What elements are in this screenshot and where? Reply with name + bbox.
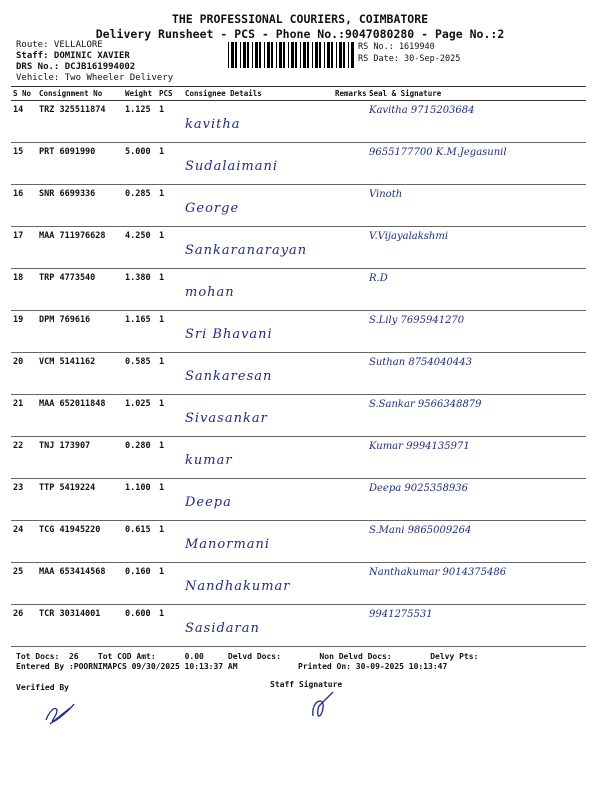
row-consignment-no: MAA 653414568 (37, 563, 123, 605)
row-consignee-handwriting: Sankaresan (185, 369, 273, 384)
row-consignee (183, 185, 333, 227)
table-row (11, 227, 586, 269)
table-row (11, 101, 586, 143)
row-remarks (333, 521, 367, 563)
row-pcs: 1 (157, 185, 183, 227)
row-weight: 5.000 (123, 143, 157, 185)
row-consignment-no: DPM 769616 (37, 311, 123, 353)
verified-by-label: Verified By (16, 683, 69, 692)
row-signature-handwriting: R.D (369, 273, 388, 284)
row-weight: 0.585 (123, 353, 157, 395)
row-weight: 1.100 (123, 479, 157, 521)
table-row (11, 353, 586, 395)
table-row (11, 437, 586, 479)
row-signature (367, 269, 586, 311)
row-signature (367, 479, 586, 521)
row-signature-handwriting: 9941275531 (369, 609, 433, 620)
table-row (11, 479, 586, 521)
totals-line: Tot Docs: 26 Tot COD Amt: 0.00 Delvd Docs: Non Delvd Docs: Delvy Pts: (16, 652, 479, 661)
row-pcs: 1 (157, 143, 183, 185)
row-sno: 26 (11, 605, 37, 647)
row-consignee (183, 353, 333, 395)
row-consignee (183, 521, 333, 563)
table-row (11, 395, 586, 437)
row-sno: 14 (11, 101, 37, 143)
row-weight: 0.160 (123, 563, 157, 605)
row-weight: 1.165 (123, 311, 157, 353)
row-signature (367, 185, 586, 227)
row-signature-handwriting: S.Mani 9865009264 (369, 525, 472, 536)
table-row (11, 143, 586, 185)
row-consignment-no: PRT 6091990 (37, 143, 123, 185)
row-signature-handwriting: S.Sankar 9566348879 (369, 399, 482, 410)
row-remarks (333, 269, 367, 311)
row-consignment-no: TRZ 325511874 (37, 101, 123, 143)
row-consignment-no: TNJ 173907 (37, 437, 123, 479)
col-weight: Weight (123, 87, 157, 101)
drs-number: DRS No.: DCJB161994002 (16, 62, 136, 72)
row-consignee-handwriting: Sudalaimani (185, 159, 279, 174)
row-sno: 22 (11, 437, 37, 479)
row-consignee-handwriting: kumar (185, 453, 233, 468)
document-subtitle: Delivery Runsheet - PCS - Phone No.:9047080280 - Page No.:2 (95, 27, 505, 41)
col-remarks: Remarks (333, 87, 367, 101)
row-signature (367, 143, 586, 185)
row-signature (367, 227, 586, 269)
table-row (11, 521, 586, 563)
row-consignee-handwriting: kavitha (185, 117, 241, 132)
row-signature-handwriting: Suthan 8754040443 (369, 357, 472, 368)
row-sno: 18 (11, 269, 37, 311)
row-consignee (183, 563, 333, 605)
row-weight: 0.600 (123, 605, 157, 647)
row-consignee (183, 479, 333, 521)
row-remarks (333, 143, 367, 185)
row-pcs: 1 (157, 479, 183, 521)
row-remarks (333, 395, 367, 437)
row-sno: 21 (11, 395, 37, 437)
row-consignment-no: TCR 30314001 (37, 605, 123, 647)
row-sno: 23 (11, 479, 37, 521)
row-consignment-no: VCM 5141162 (37, 353, 123, 395)
row-sno: 20 (11, 353, 37, 395)
table-row (11, 269, 586, 311)
row-weight: 4.250 (123, 227, 157, 269)
row-remarks (333, 311, 367, 353)
row-consignee-handwriting: Sasidaran (185, 621, 260, 636)
row-sno: 17 (11, 227, 37, 269)
row-sno: 19 (11, 311, 37, 353)
row-pcs: 1 (157, 437, 183, 479)
row-signature-handwriting: Kavitha 9715203684 (369, 105, 475, 116)
row-signature-handwriting: Nanthakumar 9014375486 (369, 567, 507, 578)
col-signature: Seal & Signature (367, 87, 586, 101)
row-signature (367, 311, 586, 353)
row-remarks (333, 101, 367, 143)
row-signature-handwriting: 9655177700 K.M.Jegasunil (369, 147, 507, 158)
row-signature (367, 521, 586, 563)
table-row (11, 563, 586, 605)
row-consignee (183, 437, 333, 479)
table-row (11, 185, 586, 227)
row-sno: 25 (11, 563, 37, 605)
col-pcs: PCS (157, 87, 183, 101)
row-weight: 0.285 (123, 185, 157, 227)
row-consignee (183, 605, 333, 647)
row-consignee-handwriting: Sankaranarayan (185, 243, 308, 258)
row-pcs: 1 (157, 101, 183, 143)
document-title: THE PROFESSIONAL COURIERS, COIMBATORE (171, 12, 429, 26)
row-consignee-handwriting: George (185, 201, 240, 216)
row-consignment-no: MAA 652011848 (37, 395, 123, 437)
row-remarks (333, 353, 367, 395)
table-header-row (11, 87, 586, 101)
row-remarks (333, 227, 367, 269)
row-sno: 24 (11, 521, 37, 563)
row-remarks (333, 185, 367, 227)
row-pcs: 1 (157, 521, 183, 563)
row-weight: 0.615 (123, 521, 157, 563)
col-consignee: Consignee Details (183, 87, 333, 101)
row-weight: 1.125 (123, 101, 157, 143)
staff-label: Staff: DOMINIC XAVIER (16, 51, 130, 61)
row-weight: 0.280 (123, 437, 157, 479)
row-consignment-no: TRP 4773540 (37, 269, 123, 311)
row-consignment-no: TCG 41945220 (37, 521, 123, 563)
row-remarks (333, 479, 367, 521)
staff-signature-mark (305, 690, 345, 720)
col-consignment: Consignment No (37, 87, 123, 101)
row-pcs: 1 (157, 605, 183, 647)
row-consignee-handwriting: Manormani (185, 537, 271, 552)
row-pcs: 1 (157, 227, 183, 269)
route-label: Route: VELLALORE (16, 40, 103, 50)
row-pcs: 1 (157, 563, 183, 605)
row-consignee (183, 101, 333, 143)
row-signature-handwriting: Kumar 9994135971 (369, 441, 470, 452)
entered-by: Entered By :POORNIMAPCS 09/30/2025 10:13:37 AM (16, 662, 238, 671)
row-signature (367, 395, 586, 437)
row-signature (367, 605, 586, 647)
barcode (228, 42, 354, 68)
row-consignee (183, 227, 333, 269)
row-consignee (183, 395, 333, 437)
printed-on: Printed On: 30-09-2025 10:13:47 (298, 662, 448, 671)
row-pcs: 1 (157, 269, 183, 311)
row-consignee-handwriting: Sivasankar (185, 411, 268, 426)
row-sno: 15 (11, 143, 37, 185)
row-pcs: 1 (157, 311, 183, 353)
row-weight: 1.380 (123, 269, 157, 311)
row-signature-handwriting: S.Lily 7695941270 (369, 315, 465, 326)
row-weight: 1.025 (123, 395, 157, 437)
row-consignment-no: MAA 711976628 (37, 227, 123, 269)
row-signature (367, 437, 586, 479)
row-pcs: 1 (157, 395, 183, 437)
row-consignee-handwriting: mohan (185, 285, 235, 300)
row-consignee (183, 269, 333, 311)
rs-number: RS No.: 1619940 (358, 42, 435, 52)
row-signature-handwriting: Deepa 9025358936 (369, 483, 469, 494)
staff-signature-label: Staff Signature (270, 680, 343, 689)
runsheet-table (11, 86, 586, 647)
row-consignment-no: TTP 5419224 (37, 479, 123, 521)
row-consignee-handwriting: Nandhakumar (185, 579, 291, 594)
row-consignee-handwriting: Sri Bhavani (185, 327, 273, 342)
row-consignee (183, 143, 333, 185)
rs-date: RS Date: 30-Sep-2025 (358, 54, 461, 64)
row-remarks (333, 605, 367, 647)
row-pcs: 1 (157, 353, 183, 395)
row-consignment-no: SNR 6699336 (37, 185, 123, 227)
table-row (11, 311, 586, 353)
row-consignee (183, 311, 333, 353)
verified-signature-mark (40, 700, 80, 728)
col-sno: S No (11, 87, 37, 101)
row-consignee-handwriting: Deepa (185, 495, 232, 510)
row-signature-handwriting: Vinoth (369, 189, 403, 200)
row-signature-handwriting: V.Vijayalakshmi (369, 231, 449, 242)
table-row (11, 605, 586, 647)
row-remarks (333, 563, 367, 605)
row-signature (367, 353, 586, 395)
row-signature (367, 563, 586, 605)
row-signature (367, 101, 586, 143)
row-remarks (333, 437, 367, 479)
vehicle-label: Vehicle: Two Wheeler Delivery (16, 73, 174, 83)
row-sno: 16 (11, 185, 37, 227)
